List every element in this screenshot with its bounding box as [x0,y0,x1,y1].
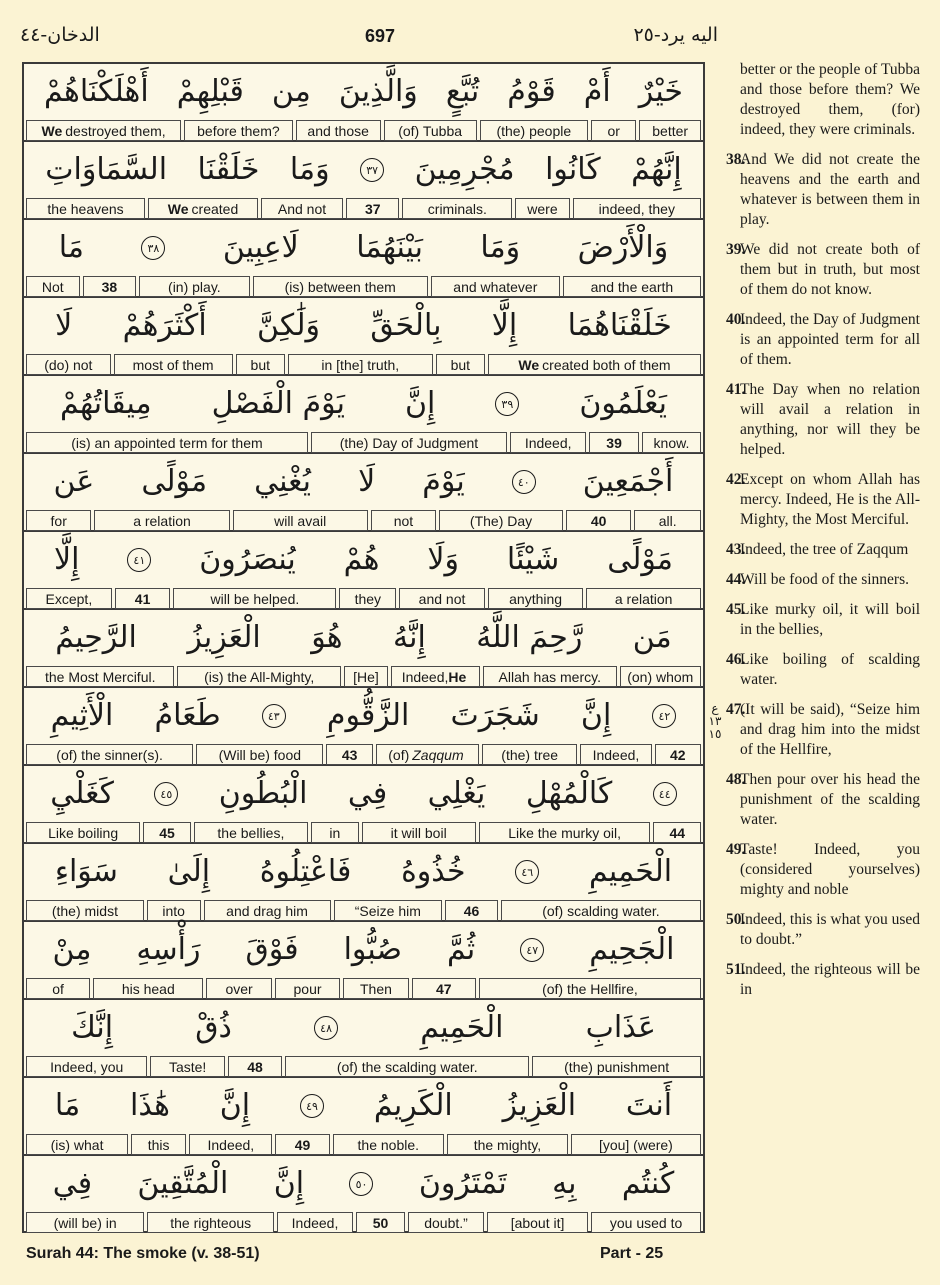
translation-text: Indeed, this is what you used to doubt.” [740,911,920,948]
word-by-word-grid [22,62,705,1233]
arabic-line [24,298,703,354]
arabic-word: إِنَّهُمْ [631,152,682,187]
gloss-cell: know. [642,432,701,453]
gloss-cell: We created [148,198,258,219]
gloss-cell: Indeed, [189,1134,272,1155]
ayah-row [24,298,703,376]
verse-number-marker: ٥٠ [349,1172,373,1196]
ayah-row [24,922,703,1000]
arabic-word: مِنْ [52,932,92,967]
ayah-row [24,844,703,922]
gloss-cell: (of) Zaqqum [376,744,479,765]
verse-number: 40. [726,311,746,328]
ruku-marker: ع ١٣ ١٥ [708,701,722,741]
gloss-cell: Like boiling [26,822,140,843]
arabic-word: ثُمَّ [446,932,476,967]
verse-number: 41. [726,381,746,398]
translation-text: The Day when no relation will avail a relation in anything, nor will they be helped. [740,381,920,458]
gloss-cell: and whatever [431,276,560,297]
gloss-cell: in [the] truth, [288,354,433,375]
gloss-cell: (in) play. [139,276,249,297]
arabic-word: لَا [55,308,73,343]
gloss-cell: [about it] [487,1212,588,1233]
translation-text: We did not create both of them but in truth, but most of them do not know. [740,241,920,298]
gloss-cell: a relation [586,588,701,609]
gloss-cell: (is) the All-Mighty, [177,666,340,687]
part-reference: Part - 25 [600,1245,664,1262]
arabic-word: لَا [358,464,376,499]
arabic-word: فَوْقَ [245,932,299,967]
english-gloss-line [24,432,703,453]
arabic-word: كَغَلْيِ [50,776,114,811]
translation-paragraph [720,470,920,530]
gloss-cell: (the) tree [482,744,577,765]
gloss-cell: the Most Merciful. [26,666,174,687]
gloss-cell: (will be) in [26,1212,144,1233]
arabic-word: إِلَّا [491,308,518,343]
arabic-word: مَا [58,230,84,265]
gloss-cell: they [339,588,396,609]
translation-paragraph [720,840,920,900]
ayah-row [24,1000,703,1078]
gloss-cell: before them? [184,120,292,141]
arabic-line [24,1000,703,1056]
arabic-word: مَوْلًى [141,464,208,499]
gloss-cell: (the) Day of Judgment [311,432,507,453]
arabic-word: بَيْنَهُمَا [356,230,423,265]
arabic-word: يَعْلَمُونَ [579,386,667,421]
gloss-cell: the bellies, [194,822,308,843]
gloss-cell: Indeed, [580,744,651,765]
translation-text: Will be food of the sinners. [740,571,909,588]
gloss-cell: Then [343,978,408,999]
page-header [0,22,940,52]
gloss-cell: but [436,354,486,375]
arabic-word: رَّحِمَ اللَّهُ [476,620,583,655]
gloss-cell: (the) punishment [532,1056,701,1077]
verse-number-cell: 48 [228,1056,282,1077]
gloss-cell: (is) what [26,1134,128,1155]
arabic-line [24,376,703,432]
translation-text: Except on whom Allah has mercy. Indeed, He is the All-Mighty, the Most Merciful. [740,471,920,528]
page-footer [0,1245,940,1271]
gloss-cell: and those [296,120,381,141]
translation-paragraph [720,240,920,300]
arabic-word: هُمْ [343,542,380,577]
verse-number-marker: ٤٠ [512,470,536,494]
arabic-word: الْأَثِيمِ [50,698,114,733]
arabic-word: إِنَّهُ [393,620,426,655]
gloss-cell: “Seize him [334,900,443,921]
gloss-cell: doubt.” [408,1212,484,1233]
gloss-cell: Indeed, He [391,666,480,687]
gloss-cell: (of) the scalding water. [285,1056,529,1077]
arabic-line [24,220,703,276]
gloss-cell: (Will be) food [196,744,323,765]
english-gloss-line [24,900,703,921]
arabic-word: مَا [54,1088,81,1123]
gloss-cell: in [311,822,359,843]
arabic-word: الْكَرِيمُ [373,1088,453,1123]
arabic-word: تُبَّعٍ [445,74,480,109]
arabic-word: خُذُوهُ [401,854,466,889]
arabic-word: مُجْرِمِينَ [414,152,515,187]
ayah-row [24,220,703,298]
gloss-cell: the heavens [26,198,145,219]
translation-paragraph [720,310,920,370]
english-gloss-line [24,1134,703,1155]
gloss-cell: We destroyed them, [26,120,181,141]
gloss-cell: better [639,120,701,141]
translation-text: Indeed, the righteous will be in [740,961,920,998]
verse-number: 48. [726,771,746,788]
gloss-cell: And not [261,198,343,219]
gloss-cell: and drag him [204,900,331,921]
arabic-word: إِنَّكَ [71,1010,114,1045]
gloss-cell: indeed, they [573,198,701,219]
gloss-cell: Not [26,276,80,297]
arabic-word: قَوْمُ [507,74,556,109]
verse-number-cell: 44 [653,822,701,843]
gloss-cell: anything [488,588,583,609]
arabic-line [24,922,703,978]
arabic-word: إِلَّا [53,542,80,577]
arabic-word: خَيْرٌ [638,74,683,109]
arabic-word: إِلَىٰ [167,854,211,889]
translation-paragraph [720,60,920,140]
arabic-word: الْمُتَّقِينَ [137,1166,229,1201]
arabic-word: عَذَابِ [585,1010,656,1045]
arabic-word: بِالْحَقِّ [370,308,442,343]
arabic-line [24,844,703,900]
arabic-word: تَمْتَرُونَ [418,1166,507,1201]
ayah-row [24,454,703,532]
verse-number-cell: 50 [356,1212,405,1233]
surah-name-header: الدخان-٤٤ [20,24,100,46]
arabic-word: أَجْمَعِينَ [582,464,674,499]
arabic-word: الْحَمِيمِ [420,1010,504,1045]
ayah-row [24,1078,703,1156]
arabic-line [24,1078,703,1134]
arabic-line [24,142,703,198]
translation-text: And We did not create the heavens and the earth and whatever is between them in play. [740,151,920,228]
ayah-row [24,376,703,454]
verse-number-cell: 40 [566,510,631,531]
gloss-cell: (of) the sinner(s). [26,744,193,765]
arabic-word: عَن [53,464,95,499]
verse-number-marker: ٤١ [127,548,151,572]
arabic-word: يُنصَرُونَ [199,542,296,577]
arabic-word: وَلَٰكِنَّ [257,308,321,343]
gloss-cell: the mighty, [447,1134,568,1155]
gloss-cell: over [206,978,271,999]
gloss-cell: into [147,900,201,921]
gloss-cell: criminals. [402,198,512,219]
verse-number: 45. [726,601,746,618]
translation-paragraph [720,700,920,760]
gloss-cell: will avail [233,510,368,531]
gloss-cell: and the earth [563,276,701,297]
verse-number-cell: 46 [445,900,498,921]
gloss-cell: or [591,120,636,141]
arabic-word: كَانُوا [545,152,601,187]
arabic-line [24,688,703,744]
arabic-word: إِنَّ [219,1088,251,1123]
verse-number-marker: ٣٧ [360,158,384,182]
arabic-word: هُوَ [311,620,343,655]
ayah-row [24,766,703,844]
verse-number-marker: ٤٧ [520,938,544,962]
gloss-cell: you used to [591,1212,701,1233]
verse-number-marker: ٤٤ [653,782,677,806]
arabic-word: الرَّحِيمُ [55,620,137,655]
verse-number-cell: 39 [589,432,639,453]
translation-text: (It will be said), “Seize him and drag him into the midst of the Hellfire, [740,701,920,758]
gloss-cell: Allah has mercy. [483,666,617,687]
gloss-cell: will be helped. [173,588,336,609]
arabic-word: الْبُطُونِ [218,776,308,811]
arabic-word: صُبُّوا [343,932,402,967]
verse-number-marker: ٤٥ [154,782,178,806]
arabic-word: إِنَّ [404,386,436,421]
gloss-cell: were [515,198,569,219]
verse-number-marker: ٤٣ [262,704,286,728]
translation-paragraph [720,770,920,830]
translation-text: Taste! Indeed, you (considered yourselves) mighty and noble [740,841,920,898]
verse-number: 46. [726,651,746,668]
arabic-line [24,532,703,588]
verse-number-marker: ٤٢ [652,704,676,728]
gloss-cell: and not [399,588,485,609]
translation-paragraph [720,380,920,460]
arabic-word: كَالْمُهْلِ [525,776,613,811]
verse-number-cell: 43 [326,744,372,765]
gloss-cell: Taste! [150,1056,224,1077]
english-gloss-line [24,276,703,297]
english-gloss-line [24,1056,703,1077]
verse-number: 47. [726,701,746,718]
arabic-word: الْعَزِيزُ [187,620,261,655]
verse-number: 42. [726,471,746,488]
gloss-cell: a relation [94,510,229,531]
verse-number-marker: ٤٨ [314,1016,338,1040]
arabic-word: شَيْئًا [506,542,560,577]
translation-text: better or the people of Tubba and those before them? We destroyed them, (for) indeed, they were criminals. [740,61,920,138]
ayah-row [24,532,703,610]
gloss-cell: (on) whom [620,666,701,687]
arabic-line [24,64,703,120]
arabic-word: وَالَّذِينَ [338,74,418,109]
ayah-row [24,1156,703,1234]
translation-paragraph [720,150,920,230]
juz-name-header: اليه يرد-٢٥ [633,24,718,46]
arabic-word: لَاعِبِينَ [222,230,299,265]
gloss-cell: (is) between them [253,276,428,297]
translation-text: Like murky oil, it will boil in the bellies, [740,601,920,638]
gloss-cell: his head [93,978,203,999]
gloss-cell: most of them [114,354,233,375]
verse-number: 43. [726,541,746,558]
arabic-word: أَكْثَرَهُمْ [122,308,207,343]
arabic-word: سَوَاءِ [54,854,118,889]
arabic-word: يُغْنِي [254,464,312,499]
arabic-word: يَوْمَ [422,464,465,499]
arabic-word: أَنتَ [625,1088,673,1123]
verse-number-cell: 45 [143,822,191,843]
arabic-word: ذُقْ [195,1010,232,1045]
english-gloss-line [24,354,703,375]
arabic-word: مَوْلًى [607,542,673,577]
arabic-word: الْحَمِيمِ [588,854,673,889]
gloss-cell: We created both of them [488,354,701,375]
gloss-cell: this [131,1134,186,1155]
gloss-cell: the noble. [333,1134,444,1155]
surah-reference: Surah 44: The smoke (v. 38-51) [26,1245,260,1262]
gloss-cell: of [26,978,90,999]
gloss-cell: Indeed, [510,432,586,453]
translation-paragraph [720,960,920,1000]
arabic-word: الْعَزِيزُ [502,1088,577,1123]
arabic-word: أَهْلَكْنَاهُمْ [44,74,149,109]
gloss-cell: but [236,354,286,375]
verse-number-cell: 49 [275,1134,329,1155]
arabic-word: إِنَّ [273,1166,305,1201]
english-gloss-line [24,510,703,531]
translation-paragraph [720,600,920,640]
page-number: 697 [364,26,396,46]
translation-text: Indeed, the tree of Zaqqum [740,541,909,558]
verse-number-marker: ٤٩ [300,1094,324,1118]
gloss-cell: (do) not [26,354,111,375]
arabic-line [24,610,703,666]
arabic-word: وَمَا [289,152,330,187]
arabic-word: كُنتُم [621,1166,675,1201]
gloss-cell: (The) Day [439,510,563,531]
gloss-cell: (of) Tubba [384,120,477,141]
arabic-word: يَوْمَ الْفَصْلِ [211,386,345,421]
english-gloss-line [24,198,703,219]
verse-number-cell: 37 [346,198,399,219]
arabic-word: مِيقَاتُهُمْ [60,386,152,421]
gloss-cell: (of) the Hellfire, [479,978,701,999]
ayah-row [24,64,703,142]
translation-column [720,60,920,1010]
gloss-cell: pour [275,978,340,999]
verse-number-marker: ٤٦ [515,860,539,884]
arabic-word: وَالْأَرْضَ [577,230,669,265]
arabic-word: الْجَحِيمِ [589,932,675,967]
gloss-cell: Except, [26,588,112,609]
arabic-word: السَّمَاوَاتِ [45,152,168,187]
ayah-row [24,688,703,766]
translation-paragraph [720,910,920,950]
gloss-cell: (the) midst [26,900,144,921]
arabic-word: طَعَامُ [154,698,221,733]
english-gloss-line [24,666,703,687]
gloss-cell: [you] (were) [571,1134,701,1155]
arabic-word: خَلَقْنَا [197,152,260,187]
gloss-cell: all. [634,510,701,531]
verse-number-cell: 47 [412,978,476,999]
english-gloss-line [24,588,703,609]
arabic-word: هَٰذَا [130,1088,170,1123]
english-gloss-line [24,1212,703,1233]
gloss-cell: for [26,510,91,531]
verse-number: 51. [726,961,746,978]
arabic-word: قَبْلِهِمْ [176,74,244,109]
gloss-cell: [He] [344,666,388,687]
translation-text: Like boiling of scalding water. [740,651,920,688]
arabic-word: فَاعْتِلُوهُ [259,854,352,889]
translation-text: Indeed, the Day of Judgment is an appointed term for all of them. [740,311,920,368]
gloss-cell: Indeed, you [26,1056,147,1077]
arabic-word: بِهِ [552,1166,577,1201]
arabic-word: خَلَقْنَاهُمَا [567,308,672,343]
verse-number: 38. [726,151,746,168]
english-gloss-line [24,978,703,999]
translation-paragraph [720,540,920,560]
gloss-cell: not [371,510,436,531]
arabic-line [24,1156,703,1212]
arabic-word: مَن [632,620,672,655]
arabic-word: فِي [347,776,388,811]
arabic-word: شَجَرَتَ [450,698,540,733]
verse-number: 50. [726,911,746,928]
gloss-cell: Like the murky oil, [479,822,651,843]
arabic-word: رَأْسِهِ [136,932,201,967]
verse-number-cell: 41 [115,588,171,609]
translation-paragraph [720,650,920,690]
translation-text: Then pour over his head the punishment of the scalding water. [740,771,920,828]
verse-number-cell: 42 [655,744,701,765]
gloss-cell: (is) an appointed term for them [26,432,308,453]
arabic-line [24,766,703,822]
english-gloss-line [24,822,703,843]
arabic-word: الزَّقُّومِ [326,698,410,733]
arabic-word: مِن [271,74,311,109]
arabic-word: إِنَّ [580,698,612,733]
verse-number: 49. [726,841,746,858]
verse-number-cell: 38 [83,276,137,297]
ayah-row [24,610,703,688]
verse-number-marker: ٣٨ [141,236,165,260]
translation-paragraph [720,570,920,590]
arabic-line [24,454,703,510]
ayah-row [24,142,703,220]
english-gloss-line [24,744,703,765]
arabic-word: وَلَا [427,542,459,577]
arabic-word: أَمْ [583,74,611,109]
gloss-cell: it will boil [362,822,476,843]
verse-number-marker: ٣٩ [495,392,519,416]
verse-number: 44. [726,571,746,588]
arabic-word: وَمَا [480,230,521,265]
gloss-cell: Indeed, [277,1212,353,1233]
gloss-cell: (of) scalding water. [501,900,701,921]
gloss-cell: the righteous [147,1212,274,1233]
arabic-word: يَغْلِي [427,776,486,811]
english-gloss-line [24,120,703,141]
arabic-word: فِي [52,1166,93,1201]
gloss-cell: (the) people [480,120,588,141]
verse-number: 39. [726,241,746,258]
